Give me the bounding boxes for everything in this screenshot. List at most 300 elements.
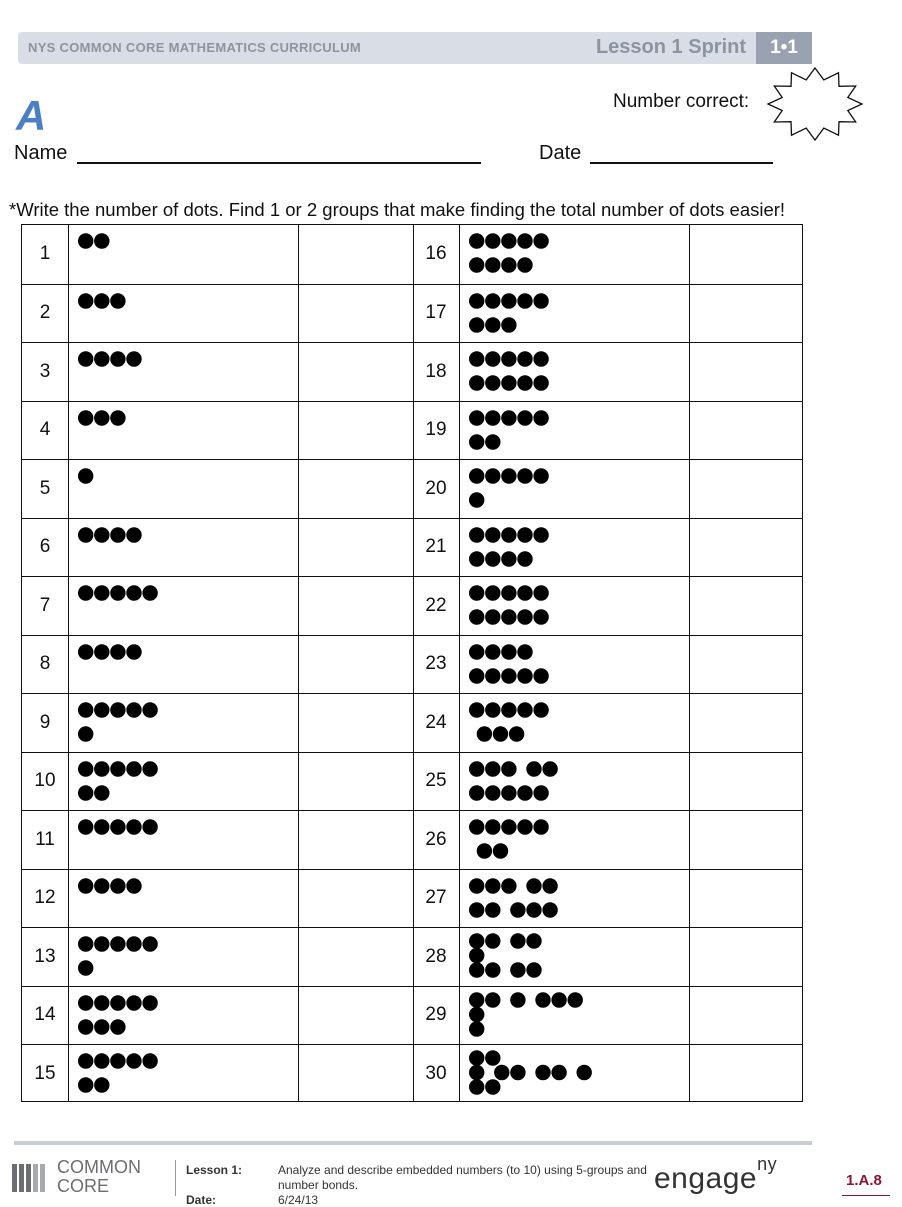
dot-group [76,460,306,518]
dot [110,995,125,1010]
dot-group [467,870,697,928]
dot [517,293,532,308]
dot [517,410,532,425]
dot [535,992,550,1007]
score-starburst-icon[interactable] [766,66,864,142]
dot [469,317,484,332]
dot [501,644,516,659]
dot [110,527,125,542]
problem-number: 20 [425,477,447,499]
dot [469,492,484,507]
table-row [22,986,802,1045]
dot [94,410,109,425]
answer-cell[interactable] [300,928,411,986]
dot [533,410,548,425]
date-field[interactable] [590,162,773,164]
problem-number: 2 [39,302,51,324]
answer-cell[interactable] [300,1045,411,1103]
dot [493,726,508,741]
problem-number: 28 [425,945,447,967]
problem-number: 4 [39,419,51,441]
problem-number: 24 [425,711,447,733]
dot [142,761,157,776]
table-row [22,459,802,518]
problem-number: 27 [425,887,447,909]
dot-group [467,285,697,343]
dot [110,644,125,659]
answer-cell[interactable] [300,519,411,577]
problem-number: 25 [425,770,447,792]
dot [485,819,500,834]
common-core-logo-icon [12,1162,48,1192]
dot-group [76,577,306,635]
name-field[interactable] [77,162,481,164]
dot [126,761,141,776]
dot [485,317,500,332]
dot-group [76,225,306,284]
dot [485,434,500,449]
dot [485,609,500,624]
table-row [22,927,802,986]
dot [78,233,93,248]
dot-group [467,519,697,577]
problem-number: 16 [425,243,447,265]
dot [469,410,484,425]
dot [469,257,484,272]
dot [469,668,484,683]
dot [110,819,125,834]
answer-cell[interactable] [691,519,800,577]
dot [526,761,541,776]
table-row [22,635,802,694]
dot [78,726,93,741]
page-number-underline [842,1195,890,1196]
dot [533,468,548,483]
dot [94,293,109,308]
dot [533,233,548,248]
dot [501,609,516,624]
problem-number: 11 [35,828,55,850]
dot [469,585,484,600]
dot [577,1065,592,1080]
problem-number: 8 [39,653,51,675]
dot [78,785,93,800]
dot [485,410,500,425]
dot-group [467,987,697,1045]
dot [469,1079,484,1094]
table-row [22,342,802,401]
dot [535,1065,550,1080]
dot [551,1065,566,1080]
dot [485,375,500,390]
dot [94,1053,109,1068]
version-letter: A [16,92,47,139]
dot [485,585,500,600]
table-row [22,576,802,635]
dot [94,785,109,800]
dot [110,293,125,308]
dot [78,293,93,308]
dot [110,1053,125,1068]
dot [517,644,532,659]
dot [533,609,548,624]
dot [110,878,125,893]
dot [485,702,500,717]
dot [126,819,141,834]
dot [469,1065,484,1080]
dot-group [467,811,697,869]
dot [501,468,516,483]
dot-group [76,694,306,752]
dot-group [76,928,306,986]
dot [469,293,484,308]
answer-cell[interactable] [691,225,800,284]
dot [485,933,500,948]
dot-group [467,1045,697,1103]
table-row [22,869,802,928]
problem-number: 22 [425,594,447,616]
dot-group [467,928,697,986]
dot [485,293,500,308]
dot [126,995,141,1010]
footer-separator [175,1160,176,1196]
dot-group [467,402,697,460]
dot-group [76,870,306,928]
dot [469,948,484,963]
dot [94,351,109,366]
dot [78,995,93,1010]
answer-cell[interactable] [691,694,800,752]
dot [517,551,532,566]
dot [78,960,93,975]
dot [94,995,109,1010]
dot-group [467,343,697,401]
dot [142,995,157,1010]
dot [485,351,500,366]
problem-number: 18 [425,360,447,382]
page-number: 1.A.8 [846,1172,882,1189]
dot [142,819,157,834]
dot [78,527,93,542]
dot [94,936,109,951]
problem-number: 12 [34,887,56,909]
dot-group [76,753,306,811]
dot [501,351,516,366]
table-row [22,693,802,752]
curriculum-title: NYS COMMON CORE MATHEMATICS CURRICULUM [28,40,362,55]
dot-group [467,577,697,635]
dot [501,761,516,776]
problem-number: 13 [34,945,56,967]
dot [110,702,125,717]
dot [94,761,109,776]
problem-number: 21 [425,536,447,558]
dot [78,585,93,600]
dot [517,702,532,717]
dot [126,878,141,893]
answer-cell[interactable] [691,285,800,343]
dot [485,257,500,272]
dot [510,992,525,1007]
dot [126,936,141,951]
dot [485,1050,500,1065]
answer-cell[interactable] [300,811,411,869]
dot [542,902,557,917]
dot [78,761,93,776]
dot [501,293,516,308]
dot [469,233,484,248]
name-label: Name [14,142,68,164]
dot [485,527,500,542]
dot [542,878,557,893]
dot [485,551,500,566]
dot [110,351,125,366]
answer-cell[interactable] [300,753,411,811]
answer-cell[interactable] [300,577,411,635]
dot [485,902,500,917]
dot [94,644,109,659]
dot [126,702,141,717]
dot [126,527,141,542]
dot [533,585,548,600]
dot [78,410,93,425]
dot [142,936,157,951]
dot [110,410,125,425]
dot [469,785,484,800]
dot [469,434,484,449]
dot [551,992,566,1007]
dot [469,527,484,542]
dot-group [467,460,697,518]
dot [78,1019,93,1034]
dot [469,878,484,893]
answer-cell[interactable] [300,694,411,752]
dot [509,726,524,741]
dot [501,410,516,425]
answer-cell[interactable] [300,460,411,518]
answer-cell[interactable] [691,343,800,401]
table-row [22,518,802,577]
dot [78,702,93,717]
dot [501,819,516,834]
dot [142,585,157,600]
dot [469,551,484,566]
dot [533,293,548,308]
answer-cell[interactable] [300,987,411,1045]
problem-number: 29 [425,1004,447,1026]
dot [78,1077,93,1092]
dot [501,257,516,272]
problem-number: 15 [34,1062,56,1084]
table-row [22,1044,802,1103]
sprint-table [21,224,803,1102]
dot [126,585,141,600]
dot [469,819,484,834]
dot [501,668,516,683]
dot [485,644,500,659]
dot [501,317,516,332]
dot-group [76,636,306,694]
dot [494,1065,509,1080]
dot [126,644,141,659]
dot [485,962,500,977]
dot [542,761,557,776]
dot-group [76,343,306,401]
dot [142,1053,157,1068]
dot [78,819,93,834]
dot [110,1019,125,1034]
dot [526,933,541,948]
dot [485,668,500,683]
dot [126,351,141,366]
dot [493,843,508,858]
problem-number: 10 [34,770,56,792]
dot [78,468,93,483]
dot [526,902,541,917]
problem-number: 17 [425,302,447,324]
table-row [22,810,802,869]
dot [469,351,484,366]
problem-number: 6 [39,536,51,558]
dot [517,351,532,366]
dot [469,992,484,1007]
number-correct-label: Number correct: [613,91,750,112]
dot-group [467,636,697,694]
dot [94,702,109,717]
footer-rule [14,1141,812,1145]
dot [469,468,484,483]
dot [510,1065,525,1080]
dot-group [76,811,306,869]
dot [469,702,484,717]
table-row [22,225,802,284]
dot-group [76,402,306,460]
answer-cell[interactable] [691,577,800,635]
table-row [22,752,802,811]
problem-number: 9 [39,711,51,733]
dot [517,819,532,834]
dot [526,878,541,893]
lesson-title: Lesson 1 Sprint [595,36,746,58]
answer-cell[interactable] [300,870,411,928]
dot [501,702,516,717]
problem-number: 5 [39,477,51,499]
dot [517,375,532,390]
footer-lesson-label: Lesson 1: [186,1163,243,1177]
footer-date-label: Date: [186,1193,217,1207]
dot-group [467,694,697,752]
dot [517,785,532,800]
dot [485,992,500,1007]
dot [533,668,548,683]
dot-group [467,753,697,811]
dot [501,551,516,566]
footer-date-value: 6/24/13 [278,1193,319,1207]
answer-cell[interactable] [691,1045,800,1103]
answer-cell[interactable] [691,928,800,986]
dot [501,527,516,542]
dot [110,585,125,600]
dot [142,702,157,717]
dot [510,902,525,917]
answer-cell[interactable] [691,987,800,1045]
answer-cell[interactable] [691,811,800,869]
dot [78,1053,93,1068]
dot [485,878,500,893]
answer-cell[interactable] [300,285,411,343]
dot [533,702,548,717]
module-badge: 1•1 [756,32,812,64]
dot [485,233,500,248]
dot [517,233,532,248]
problem-number: 14 [34,1004,56,1026]
dot [78,644,93,659]
dot [501,785,516,800]
dot [517,609,532,624]
dot [533,819,548,834]
footer-lesson-description: Analyze and describe embedded numbers (to 10) using 5-groups and number bonds. [278,1163,647,1192]
engageny-logo: engage$^{ny}$ [654,1154,778,1195]
dot [533,527,548,542]
date-label: Date [539,142,582,164]
answer-cell[interactable] [300,402,411,460]
dot [517,668,532,683]
dot [469,962,484,977]
dot [533,351,548,366]
dot [526,962,541,977]
dot [94,233,109,248]
dot-group [467,225,697,284]
dot [485,785,500,800]
answer-cell[interactable] [300,343,411,401]
dot [517,468,532,483]
common-core-wordmark: COMMON CORE [57,1157,141,1196]
dot [485,468,500,483]
dot [78,936,93,951]
dot-group [76,987,306,1045]
dot-group [76,1045,306,1103]
answer-cell[interactable] [691,460,800,518]
dot [469,609,484,624]
answer-cell[interactable] [691,753,800,811]
dot [94,585,109,600]
dot [94,1077,109,1092]
answer-cell[interactable] [300,225,411,284]
dot [78,351,93,366]
dot [469,1006,484,1021]
dot [517,527,532,542]
answer-cell[interactable] [300,636,411,694]
answer-cell[interactable] [691,402,800,460]
dot [469,375,484,390]
dot [533,785,548,800]
answer-cell[interactable] [691,870,800,928]
dot [469,644,484,659]
problem-number: 23 [425,653,447,675]
dot [510,933,525,948]
problem-number: 1 [39,243,51,265]
dot [517,257,532,272]
dot [94,527,109,542]
dot [485,761,500,776]
table-row [22,401,802,460]
dot [501,585,516,600]
problem-number: 3 [39,360,51,382]
answer-cell[interactable] [691,636,800,694]
problem-number: 30 [425,1062,447,1084]
dot [469,761,484,776]
dot [477,726,492,741]
